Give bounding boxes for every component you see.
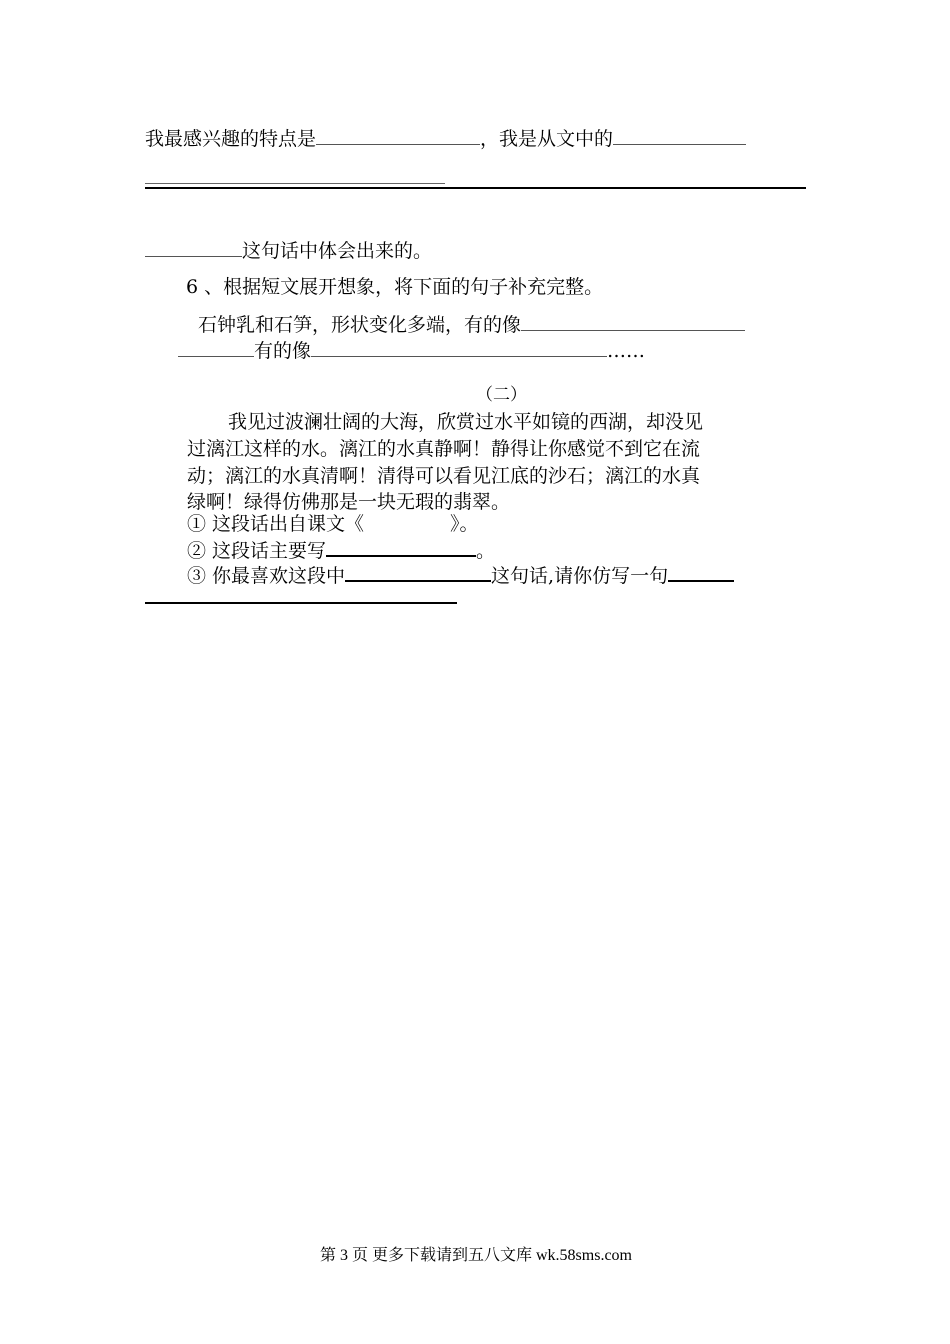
- answer-blank[interactable]: [326, 537, 476, 557]
- question-2: [187, 537, 495, 563]
- paragraph-line: 我见过波澜壮阔的大海，欣赏过水平如镜的西湖，却没见: [228, 411, 704, 433]
- paragraph-line: 绿啊！绿得仿佛那是一块无瑕的翡翠。: [187, 491, 511, 513]
- answer-blank[interactable]: [145, 238, 242, 257]
- q5-line1-prefix: 我最感兴趣的特点是: [145, 128, 317, 150]
- answer-blank[interactable]: [316, 126, 480, 145]
- question-3-prefix: ③ 你最喜欢这段中: [187, 565, 346, 587]
- answer-blank[interactable]: [345, 562, 491, 582]
- answer-blank[interactable]: [145, 183, 445, 184]
- section-heading: （二）: [476, 385, 527, 405]
- paragraph-line: 过漓江这样的水。漓江的水真静啊！静得让你感觉不到它在流: [187, 438, 701, 460]
- answer-blank[interactable]: [613, 126, 746, 145]
- answer-blank[interactable]: [521, 312, 745, 331]
- question-1-suffix: 》。: [450, 513, 479, 535]
- q6-line1-prefix: 石钟乳和石笋，形状变化多端，有的像: [198, 314, 522, 336]
- question-3: [187, 562, 734, 588]
- paragraph-line: 动；漓江的水真清啊！清得可以看见江底的沙石；漓江的水真: [187, 465, 701, 487]
- q5-line1-mid: ，我是从文中的: [480, 128, 614, 150]
- q5-line3: [145, 238, 432, 263]
- q6-line2-mid: 有的像: [254, 340, 312, 362]
- question-3-mid: 这句话,请你仿写一句: [491, 565, 669, 587]
- q6-instruction: 6 、根据短文展开想象，将下面的句子补充完整。: [186, 276, 604, 298]
- q6-line1: [198, 312, 745, 337]
- q6-line2-end: ……: [607, 340, 646, 362]
- question-1: [187, 512, 479, 536]
- q6-line2: [178, 338, 645, 363]
- q5-line1: [145, 126, 746, 151]
- answer-blank[interactable]: [668, 562, 734, 582]
- answer-blank[interactable]: [178, 338, 254, 357]
- q5-line3-suffix: 这句话中体会出来的。: [242, 240, 433, 262]
- question-2-suffix: 。: [476, 540, 496, 562]
- question-1-prefix: ① 这段话出自课文《: [187, 513, 365, 535]
- answer-blank[interactable]: [145, 602, 457, 604]
- answer-blank[interactable]: [311, 338, 607, 357]
- page-footer: 第 3 页 更多下载请到五八文库 wk.58sms.com: [320, 1247, 633, 1264]
- divider-line: [145, 187, 806, 189]
- question-2-prefix: ② 这段话主要写: [187, 540, 327, 562]
